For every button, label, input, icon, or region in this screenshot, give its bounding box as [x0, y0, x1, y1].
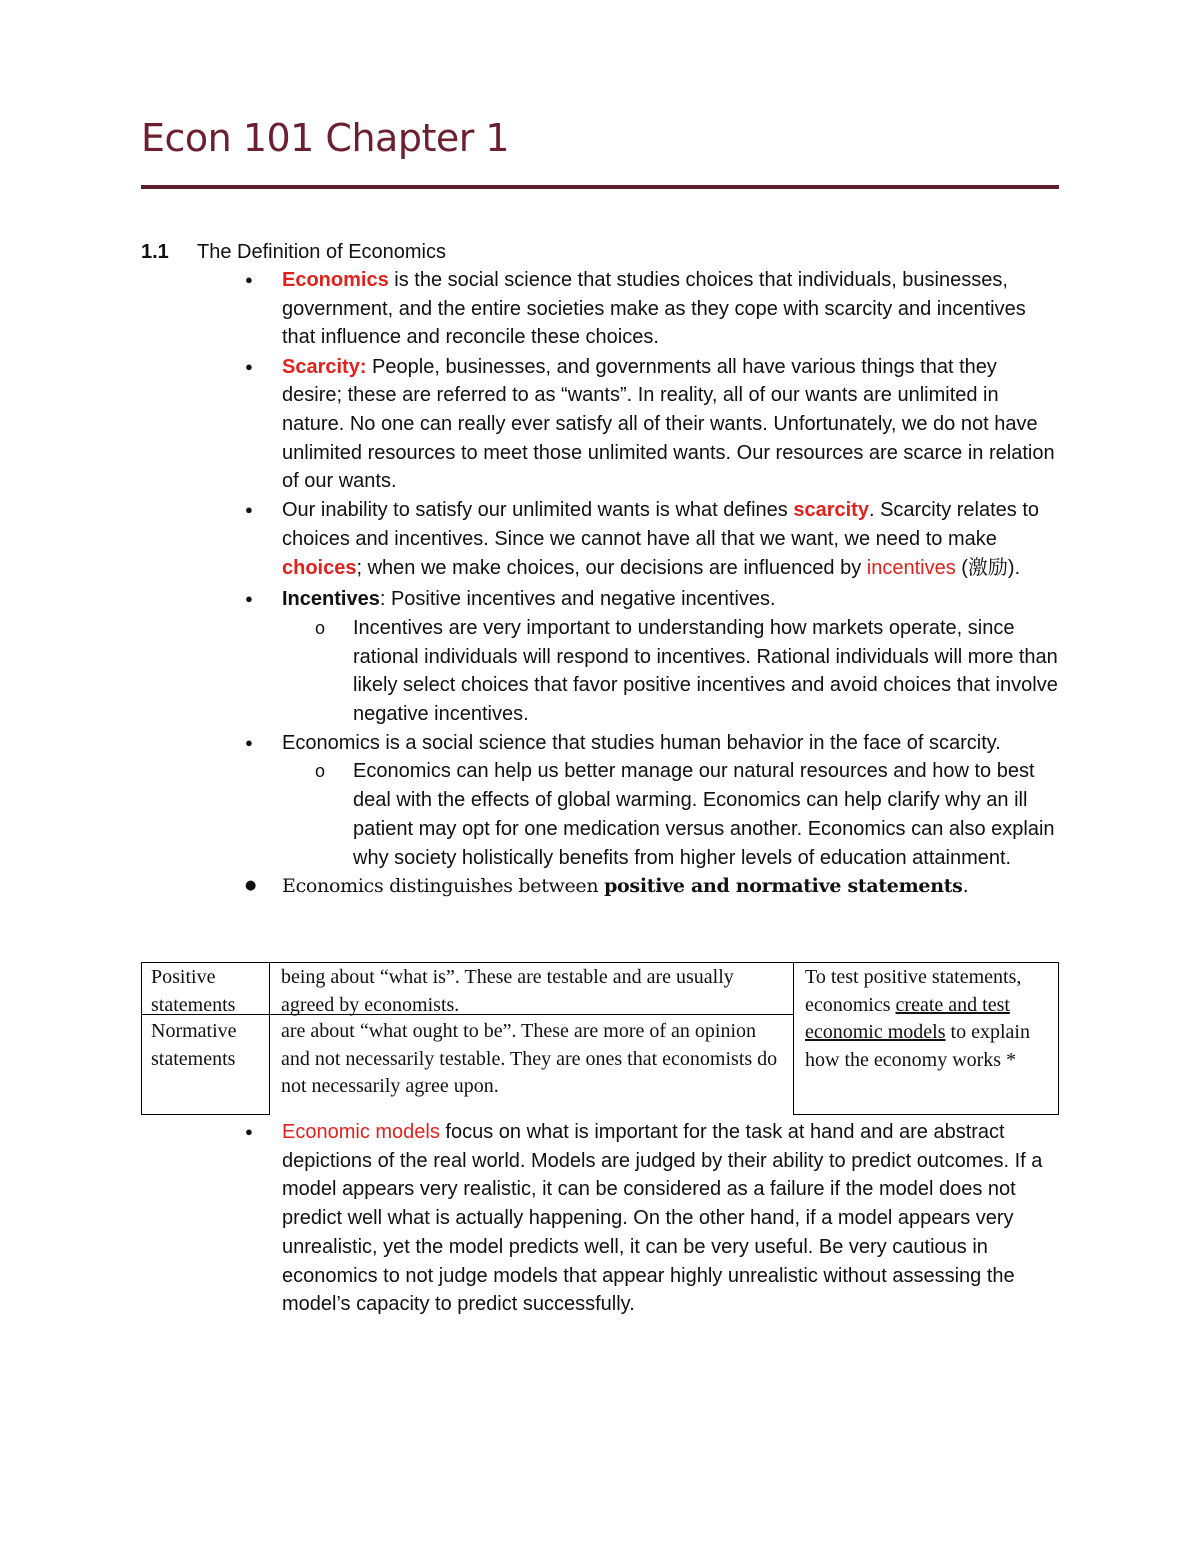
keyword-scarcity: scarcity [793, 499, 869, 522]
list-item [141, 872, 1059, 901]
sub-list-item: o Economics can help us better manage our natural resources and how to best deal with the effects of global warming. Economics can help clarify why an ill patient may opt for one medication versus another. Economics can also explain why society holistically benefits from higher levels of education attainment. [141, 757, 1059, 872]
list-item [141, 496, 1059, 582]
list-item-text: : Positive incentives and negative incentives. [379, 588, 776, 611]
list-item-text: Economics distinguishes between [282, 875, 605, 898]
list-item-text: (激励). [955, 556, 1021, 579]
sub-list-item: o Incentives are very important to understanding how markets operate, since rational individuals will respond to incentives. Rational individuals will more than likely select choices that favor positive incentives and avoid choices that involve negative incentives. [141, 614, 1059, 729]
term-incentives: Incentives [282, 588, 380, 611]
term-positive-normative: positive and normative statements [604, 875, 963, 898]
bullet-list [141, 266, 1059, 901]
statements-table [141, 962, 1059, 1115]
list-item-text: Our inability to satisfy our unlimited wants is what defines [282, 499, 794, 522]
title-divider [141, 185, 1059, 189]
term-economics: Economics [282, 269, 389, 291]
term-economic-models: Economic models [282, 1121, 440, 1143]
keyword-incentives: incentives [866, 556, 956, 579]
section-title: The Definition of Economics [197, 241, 447, 263]
normative-description: are about “what ought to be”. These are more of an opinion and not necessarily testable. They are ones that economists do not necessarily agree upon. [281, 1020, 778, 1097]
list-item [141, 353, 1059, 497]
list-item-text: . [962, 875, 969, 898]
testing-note [795, 962, 1057, 1074]
list-item-text: ; when we make choices, our decisions are influenced by [356, 556, 867, 579]
list-item-text: People, businesses, and governments all have various things that they desire; these are referred to as “wants”. In reality, all of our wants are unlimited in nature. No one can really ever satisfy all of their wants. Unfortunately, we do not have unlimited resources to meet those unlimited wants. Our resources are scarce in relation of our wants. [282, 355, 1055, 493]
list-item [141, 1118, 1059, 1319]
keyword-choices: choices [282, 556, 357, 579]
page-title: Econ 101 Chapter 1 [141, 116, 510, 160]
normative-label: Normative statements [151, 1020, 237, 1070]
list-item: ● Economics is a social science that studies human behavior in the face of scarcity. [141, 729, 1059, 758]
list-item [141, 266, 1059, 352]
list-item-text: focus on what is important for the task at hand and are abstract depictions of the real world. Models are judged by their ability to predict outcomes. If a model appears very realistic, it can be considered as a failure if the model does not predict well what is actually happening. On the other hand, if a model appears very unrealistic, yet the model predicts well, it can be very useful. Be very cautious in economics to not judge models that appear highly unrealistic without assessing the model’s capacity to predict successfully. [282, 1121, 1043, 1316]
note-underlined: create and test economic models [805, 993, 1010, 1043]
term-scarcity: Scarcity: [282, 355, 367, 378]
note-text: To test positive statements, economics [805, 966, 1022, 1016]
list-item-text: is the social science that studies choices that individuals, businesses, government, and the entire societies make as they cope with scarcity and incentives that influence and reconcile these choices. [282, 269, 1026, 349]
bullet-list-continued [141, 1118, 1059, 1319]
section-heading [141, 238, 446, 266]
note-text: to explain how the economy works * [805, 1021, 1030, 1071]
section-number: 1.1 [141, 241, 169, 263]
list-item-text: . Scarcity relates to choices and incentives. Since we cannot have all that we want, we need to make [282, 499, 1040, 550]
positive-description: being about “what is”. These are testable and are usually agreed by economists. [281, 966, 734, 1016]
positive-label: Positive statements [151, 966, 236, 1016]
list-item [141, 585, 1059, 614]
